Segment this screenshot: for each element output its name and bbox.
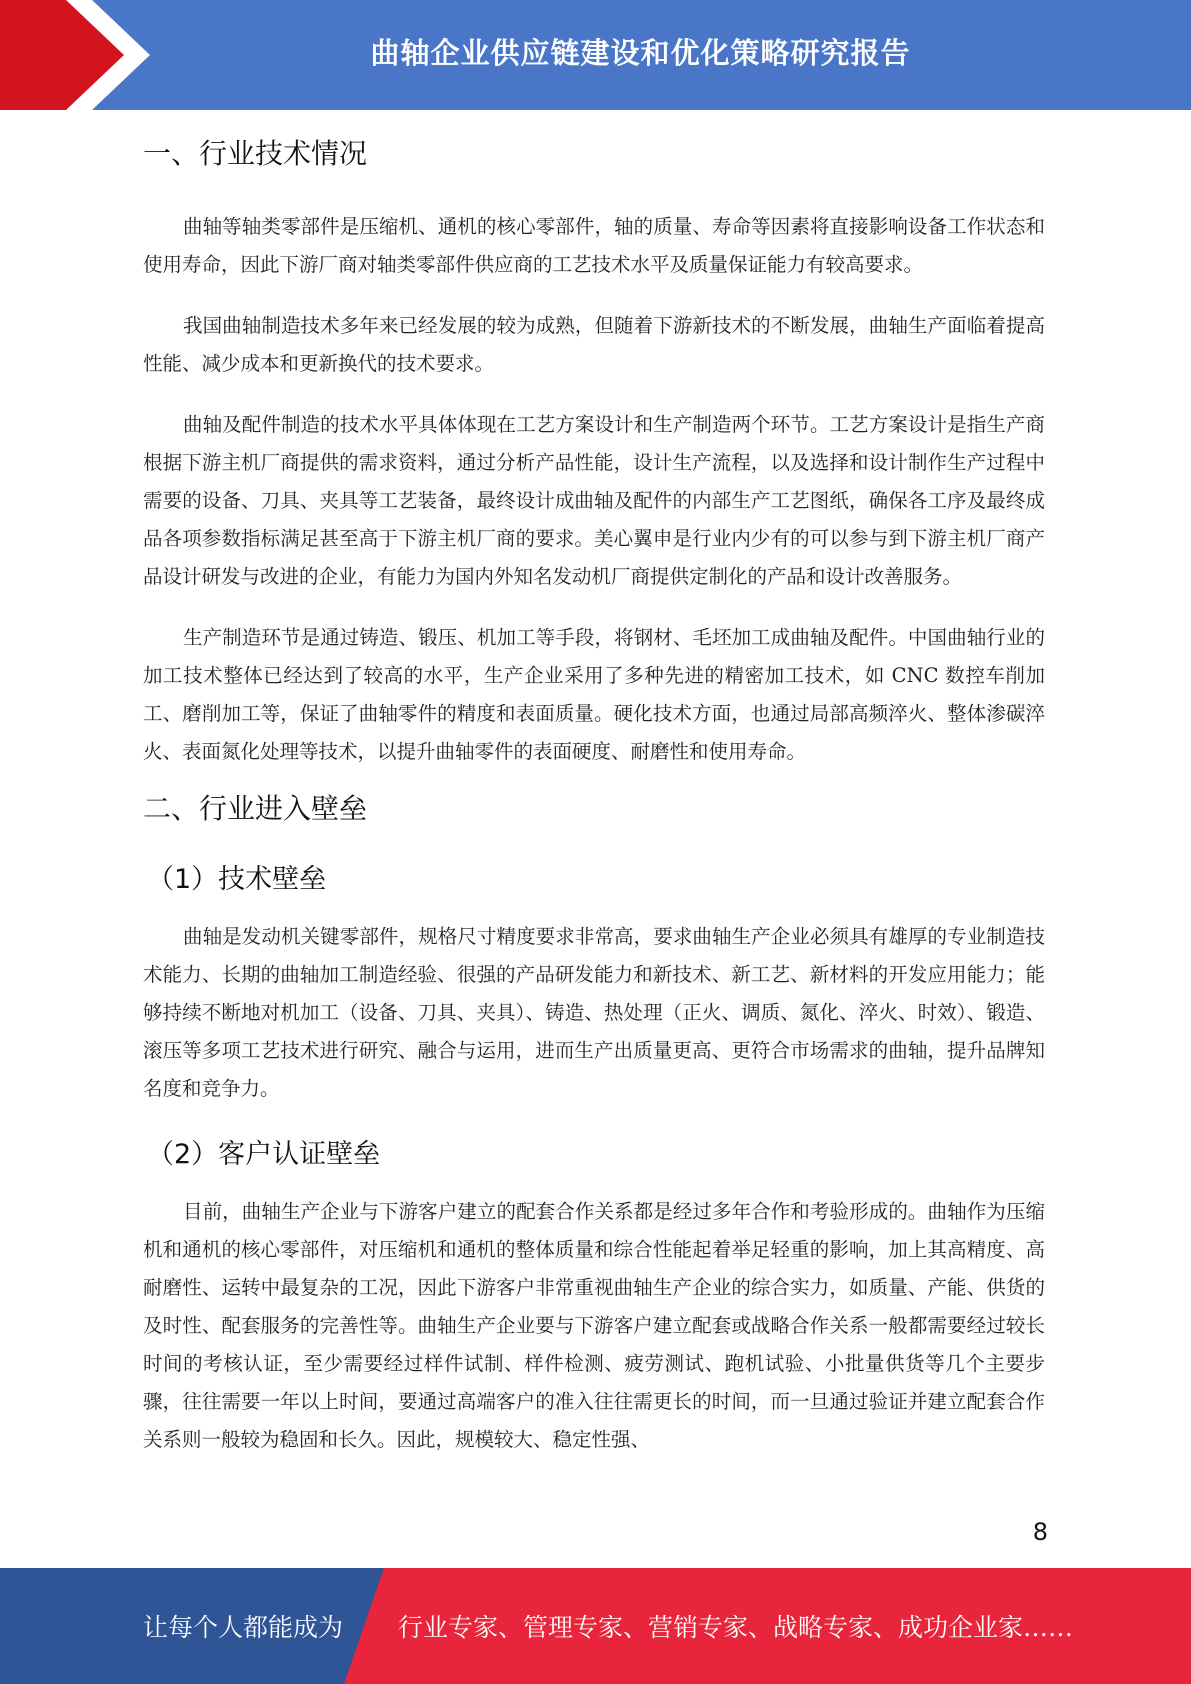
page-number: 8 [1032,1518,1048,1546]
page-header [0,0,1191,110]
footer-slogan-right: 行业专家、管理专家、营销专家、战略专家、成功企业家…… [398,1613,1074,1642]
paragraph: 生产制造环节是通过铸造、锻压、机加工等手段，将钢材、毛坯加工成曲轴及配件。中国曲轴行业的加工技术整体已经达到了较高的水平，生产企业采用了多种先进的精密加工技术，如 CNC 数控车削加工、磨削加工等，保证了曲轴零件的精度和表面质量。硬化技术方面，也通过局部高频淬火、整体渗碳淬火、表面氮化处理等技术，以提升曲轴零件的表面硬度、耐磨性和使用寿命。 [143,626,1045,763]
report-title: 曲轴企业供应链建设和优化策略研究报告 [370,35,911,70]
paragraph: 我国曲轴制造技术多年来已经发展的较为成熟，但随着下游新技术的不断发展，曲轴生产面临着提高性能、减少成本和更新换代的技术要求。 [143,314,1045,375]
paragraph: 曲轴是发动机关键零部件，规格尺寸精度要求非常高，要求曲轴生产企业必须具有雄厚的专业制造技术能力、长期的曲轴加工制造经验、很强的产品研发能力和新技术、新工艺、新材料的开发应用能力；能够持续不断地对机加工（设备、刀具、夹具）、铸造、热处理（正火、调质、氮化、淬火、时效）、锻造、滚压等多项工艺技术进行研究、融合与运用，进而生产出质量更高、更符合市场需求的曲轴，提升品牌知名度和竞争力。 [143,925,1045,1100]
paragraph: 曲轴及配件制造的技术水平具体体现在工艺方案设计和生产制造两个环节。工艺方案设计是指生产商根据下游主机厂商提供的需求资料，通过分析产品性能，设计生产流程，以及选择和设计制作生产过程中需要的设备、刀具、夹具等工艺装备，最终设计成曲轴及配件的内部生产工艺图纸，确保各工序及最终成品各项参数指标满足甚至高于下游主机厂商的要求。美心翼申是行业内少有的可以参与到下游主机厂商产品设计研发与改进的企业，有能力为国内外知名发动机厂商提供定制化的产品和设计改善服务。 [143,413,1045,588]
paragraph: 曲轴等轴类零部件是压缩机、通机的核心零部件，轴的质量、寿命等因素将直接影响设备工作状态和使用寿命，因此下游厂商对轴类零部件供应商的工艺技术水平及质量保证能力有较高要求。 [143,215,1045,276]
page-footer [0,1568,1191,1684]
section-title-barriers: 二、行业进入壁垒 [143,792,368,825]
subsection-title-customer-barrier: （2）客户认证壁垒 [147,1139,381,1170]
subsection-title-tech-barrier: （1）技术壁垒 [147,864,327,895]
footer-slogan-left: 让每个人都能成为 [143,1613,344,1642]
paragraph: 目前，曲轴生产企业与下游客户建立的配套合作关系都是经过多年合作和考验形成的。曲轴作为压缩机和通机的核心零部件，对压缩机和通机的整体质量和综合性能起着举足轻重的影响，加上其高精度、高耐磨性、运转中最复杂的工况，因此下游客户非常重视曲轴生产企业的综合实力，如质量、产能、供货的及时性、配套服务的完善性等。曲轴生产企业要与下游客户建立配套或战略合作关系一般都需要经过较长时间的考核认证，至少需要经过样件试制、样件检测、疲劳测试、跑机试验、小批量供货等几个主要步骤，往往需要一年以上时间，要通过高端客户的准入往往需更长的时间，而一旦通过验证并建立配套合作关系则一般较为稳固和长久。因此，规模较大、稳定性强、 [143,1200,1045,1451]
page-content [143,128,1045,1459]
section-title-tech: 一、行业技术情况 [143,137,368,170]
